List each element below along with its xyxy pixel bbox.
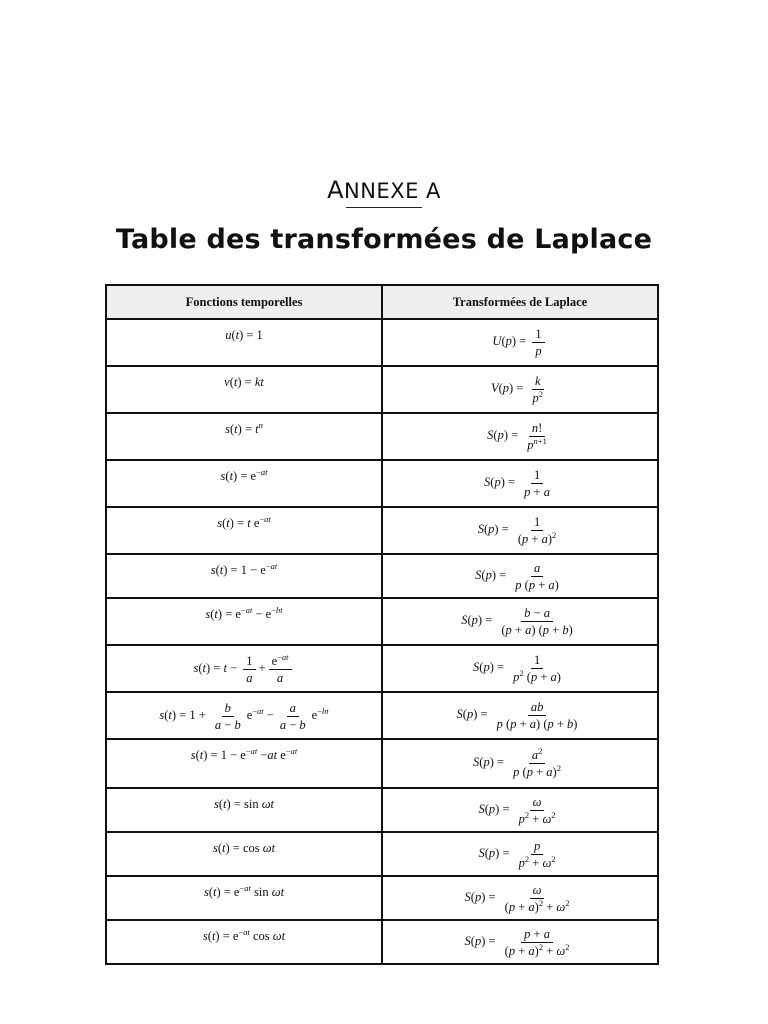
time-function-cell: s(t) = t $e^{-at}$ [106, 507, 382, 554]
table-row [106, 460, 658, 507]
time-function-cell: $s(t) = e^{-at}$ [106, 460, 382, 507]
time-function-cell: u(t) = 1 [106, 319, 382, 366]
table-header-row [106, 285, 658, 319]
table-row [106, 739, 658, 788]
laplace-transform-cell: S(p) = $\frac{p}{p^2 + \omega^2}$ [382, 832, 658, 876]
annex-label-rest: NNEXE A [344, 179, 441, 203]
time-function-cell: s(t) = t − $\frac{1}{a}$ + $\frac{e^{-at}}{a}$ [106, 645, 382, 692]
table-row [106, 788, 658, 832]
annex-label [0, 176, 768, 204]
time-function-cell: s(t) = cos ωt [106, 832, 382, 876]
time-function-cell: v(t) = kt [106, 366, 382, 413]
table-row [106, 645, 658, 692]
laplace-transform-cell: S(p) = $\frac{a}{p (p + a)}$ [382, 554, 658, 598]
time-function-cell: $s(t) = e^{-at}$ sin ωt [106, 876, 382, 920]
time-function-cell: s(t) = sin ωt [106, 788, 382, 832]
time-function-cell: $s(t) = 1 - e^{-at} -at$ $e^{-at}$ [106, 739, 382, 788]
laplace-transform-cell: S(p) = $\frac{b - a}{(p + a) (p + b)}$ [382, 598, 658, 645]
time-function-cell: $s(t) = t^n$ [106, 413, 382, 460]
laplace-transform-cell: S(p) = $\frac{\omega}{(p + a)^2 + \omega^2}$ [382, 876, 658, 920]
table-row [106, 692, 658, 739]
table-row [106, 319, 658, 366]
table-row [106, 876, 658, 920]
time-function-cell: $s(t) = e^{-at} - e^{-bt}$ [106, 598, 382, 645]
header-time-functions: Fonctions temporelles [106, 285, 382, 319]
table-row [106, 920, 658, 964]
time-function-cell: $s(t) = 1 - e^{-at}$ [106, 554, 382, 598]
annex-underline [346, 207, 422, 208]
annex-label-initial: A [327, 176, 345, 204]
time-function-cell: s(t) = 1 + $\frac{b}{a - b}$ $e^{-at}$ − $\frac{a}{a - b}$ $e^{-bt}$ [106, 692, 382, 739]
table-row [106, 507, 658, 554]
header-laplace-transforms: Transformées de Laplace [382, 285, 658, 319]
page-title: Table des transformées de Laplace [115, 224, 653, 255]
laplace-transform-cell: S(p) = $\frac{1}{p + a}$ [382, 460, 658, 507]
time-function-cell: $s(t) = e^{-at}$ cos ωt [106, 920, 382, 964]
table-row [106, 832, 658, 876]
laplace-transform-cell: S(p) = $\frac{1}{p^2 (p + a)}$ [382, 645, 658, 692]
laplace-transform-cell: S(p) = $\frac{1}{(p + a)^2}$ [382, 507, 658, 554]
laplace-transform-cell: S(p) = $\frac{n!}{p^{n+1}}$ [382, 413, 658, 460]
laplace-transform-cell: S(p) = $\frac{p + a}{(p + a)^2 + \omega^2}$ [382, 920, 658, 964]
laplace-transform-cell: S(p) = $\frac{\omega}{p^2 + \omega^2}$ [382, 788, 658, 832]
laplace-transform-cell: V(p) = $\frac{k}{p^2}$ [382, 366, 658, 413]
table-row [106, 366, 658, 413]
table-row [106, 554, 658, 598]
laplace-transform-cell: U(p) = $\frac{1}{p}$ [382, 319, 658, 366]
table-row [106, 598, 658, 645]
laplace-table [105, 284, 659, 965]
laplace-transform-cell: S(p) = $\frac{ab}{p (p + a) (p + b)}$ [382, 692, 658, 739]
table-row [106, 413, 658, 460]
laplace-transform-cell: S(p) = $\frac{a^2}{p (p + a)^2}$ [382, 739, 658, 788]
